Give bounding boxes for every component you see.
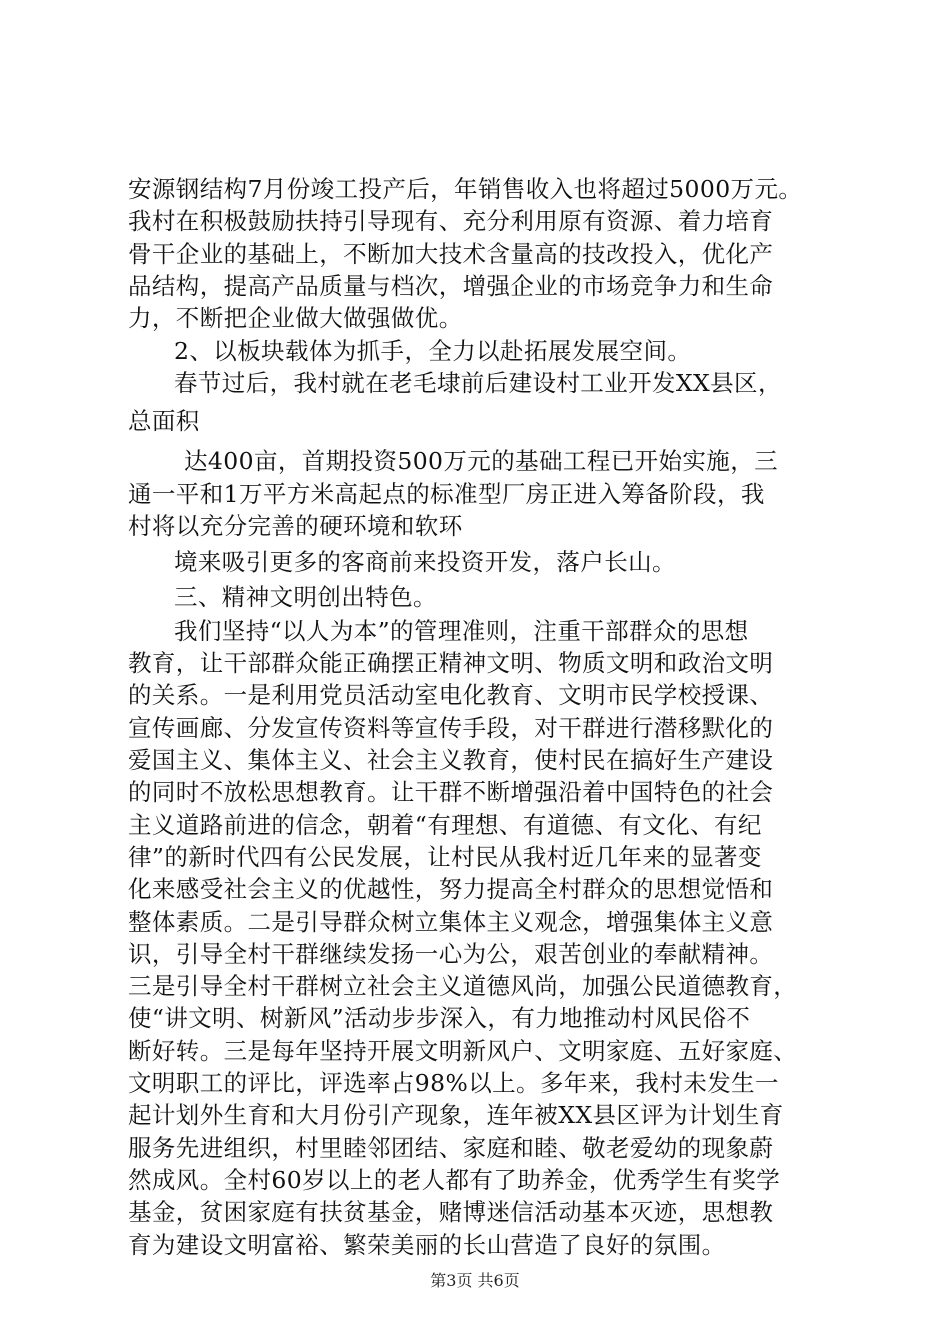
text-line: 整体素质。二是引导群众树立集体主义观念，增强集体主义意 (128, 908, 774, 936)
text-line: 骨干企业的基础上，不断加大技术含量高的技改投入，优化产 (128, 240, 774, 268)
text-line: 基金，贫困家庭有扶贫基金，赌博迷信活动基本灭迹，思想教 (128, 1198, 774, 1226)
text-line: 的同时不放松思想教育。让干群不断增强沿着中国特色的社会 (128, 778, 774, 806)
text-line: 育为建设文明富裕、繁荣美丽的长山营造了良好的氛围。 (128, 1231, 726, 1259)
text-line: 安源钢结构7月份竣工投产后，年销售收入也将超过5000万元。 (128, 175, 803, 203)
page-number: 第3页 共6页 (430, 1271, 520, 1290)
text-line: 律”的新时代四有公民发展，让村民从我村近几年来的显著变 (128, 843, 762, 871)
text-line: 文明职工的评比，评选率占98%以上。多年来，我村未发生一 (128, 1069, 779, 1097)
section-heading: 2、以板块载体为抓手，全力以赴拓展发展空间。 (174, 337, 692, 365)
text-line: 服务先进组织，村里睦邻团结、家庭和睦、敬老爱幼的现象蔚 (128, 1134, 774, 1162)
text-line: 爱国主义、集体主义、社会主义教育，使村民在搞好生产建设 (128, 746, 774, 774)
text-line: 的关系。一是利用党员活动室电化教育、文明市民学校授课、 (128, 681, 774, 709)
text-line: 我村在积极鼓励扶持引导现有、充分利用原有资源、着力培育 (128, 207, 774, 235)
text-line: 我们坚持“以人为本”的管理准则，注重干部群众的思想 (174, 617, 749, 645)
text-line: 宣传画廊、分发宣传资料等宣传手段，对干群进行潜移默化的 (128, 714, 774, 742)
text-line: 总面积 (128, 407, 200, 435)
text-line: 识，引导全村干群继续发扬一心为公，艰苦创业的奉献精神。 (128, 940, 774, 968)
text-line: 通一平和1万平方米高起点的标准型厂房正进入筹备阶段，我 (128, 480, 765, 508)
text-line: 三是引导全村干群树立社会主义道德风尚，加强公民道德教育， (128, 972, 798, 1000)
text-line: 断好转。三是每年坚持开展文明新风户、文明家庭、五好家庭、 (128, 1037, 798, 1065)
text-line: 品结构，提高产品质量与档次，增强企业的市场竞争力和生命 (128, 272, 774, 300)
text-line: 村将以充分完善的硬环境和软环 (128, 512, 463, 540)
text-line: 春节过后，我村就在老毛埭前后建设村工业开发XX县区， (174, 369, 782, 397)
text-line: 起计划外生育和大月份引产现象，连年被XX县区评为计划生育 (128, 1101, 784, 1129)
text-line: 化来感受社会主义的优越性，努力提高全村群众的思想觉悟和 (128, 875, 774, 903)
text-line: 使“讲文明、树新风”活动步步深入，有力地推动村风民俗不 (128, 1004, 751, 1032)
text-line: 境来吸引更多的客商前来投资开发，落户长山。 (174, 548, 676, 576)
text-line: 主义道路前进的信念，朝着“有理想、有道德、有文化、有纪 (128, 811, 762, 839)
section-heading: 三、精神文明创出特色。 (174, 583, 437, 611)
text-line: 力，不断把企业做大做强做优。 (128, 304, 463, 332)
text-line: 然成风。全村60岁以上的老人都有了助养金，优秀学生有奖学 (128, 1166, 781, 1194)
text-line: 达400亩，首期投资500万元的基础工程已开始实施，三 (184, 447, 779, 475)
text-line: 教育，让干部群众能正确摆正精神文明、物质文明和政治文明 (128, 649, 774, 677)
